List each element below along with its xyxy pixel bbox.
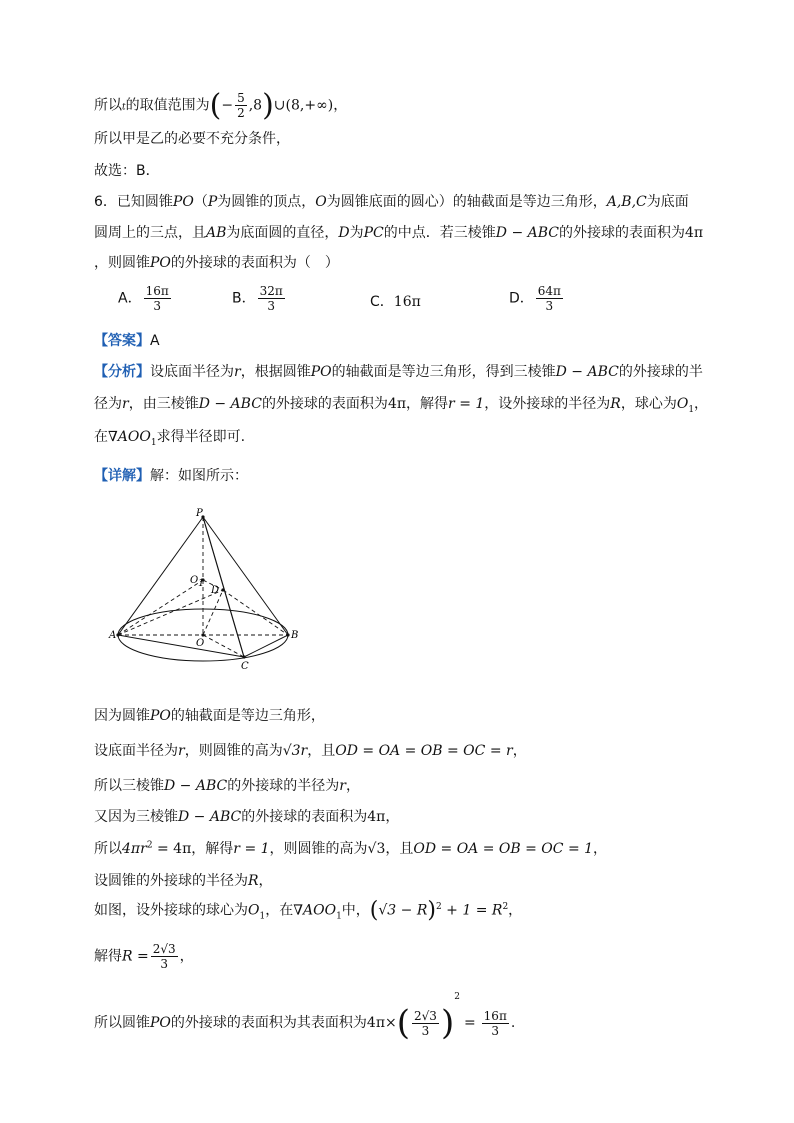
text: ，则圆锥的高为 — [184, 743, 283, 759]
detail-tag: 【详解】 — [94, 468, 150, 484]
paren: ( — [369, 898, 379, 923]
num: 5 — [237, 91, 245, 105]
sol-line9 — [94, 992, 515, 1043]
label-P: P — [196, 508, 203, 519]
var: PO — [172, 194, 194, 210]
var: r — [122, 396, 129, 412]
analysis-line2 — [94, 393, 708, 415]
subscript: 1 — [259, 911, 266, 922]
subscript: 1 — [150, 437, 157, 448]
analysis-line1 — [94, 361, 703, 381]
point-C — [242, 655, 245, 658]
q6-line3 — [94, 252, 339, 272]
var: r — [178, 743, 185, 759]
point-B — [286, 633, 289, 636]
den: 3 — [267, 299, 275, 313]
answer-tag: 【答案】 — [94, 333, 150, 349]
var: D − ABC — [178, 809, 242, 825]
edge-AC — [118, 635, 244, 657]
var: O — [248, 902, 260, 919]
subscript: 1 — [336, 911, 342, 922]
sol-line7 — [94, 898, 522, 923]
var: r — [234, 364, 241, 380]
analysis-tag: 【分析】 — [94, 364, 150, 380]
expr: R = — [122, 948, 149, 965]
var: P — [207, 194, 218, 210]
text: 6．已知圆锥 — [94, 194, 173, 210]
point-D — [221, 588, 224, 591]
den: 3 — [545, 299, 554, 313]
line-choice: 故选：B． — [94, 163, 160, 179]
text: 的中点．若三棱锥 — [383, 225, 496, 241]
var: PO — [150, 1015, 171, 1031]
point-A — [116, 633, 119, 636]
text: 在 — [94, 429, 108, 445]
var: AB — [206, 225, 227, 241]
label-O: O — [196, 638, 205, 649]
text: ，设外接球的半径为 — [484, 396, 611, 412]
den: 2 — [237, 106, 245, 120]
text: 为圆锥的顶点， — [217, 194, 316, 210]
expr: = 4π — [152, 841, 192, 857]
option-a[interactable] — [118, 284, 173, 313]
text: ， — [694, 396, 709, 412]
var: r — [339, 778, 346, 794]
option-label: C． — [370, 294, 394, 310]
text: 的外接球的表面积为其表面积为 — [170, 1015, 367, 1031]
equation: OD = OA = OB = OC = 1 — [413, 841, 594, 857]
height: √3 — [367, 841, 386, 857]
num: 16π — [483, 1008, 507, 1023]
superscript: 2 — [435, 901, 442, 912]
frac — [151, 942, 178, 971]
frac — [412, 1009, 439, 1038]
expr: √3 − R — [378, 902, 428, 919]
answer-value: A — [150, 333, 160, 349]
num: 2√3 — [152, 942, 176, 956]
paren: ) — [427, 898, 436, 923]
sol-line5 — [94, 838, 607, 858]
triangle: ∇AOO — [293, 902, 337, 919]
num: 2√3 — [414, 1008, 437, 1023]
frac — [482, 1009, 509, 1038]
equation: OD = OA = OB = OC = r — [335, 743, 513, 759]
detail-line — [94, 465, 248, 485]
text: ，在 — [265, 902, 294, 919]
text: 设底面半径为 — [150, 364, 234, 380]
text: 设圆锥的外接球的半径为 — [94, 873, 248, 889]
var: PO — [310, 364, 332, 380]
text: 圆周上的三点，且 — [94, 225, 206, 241]
value: 4π — [367, 809, 386, 825]
cone-diagram — [108, 505, 308, 677]
text: 为圆锥底面的圆心）的轴截面是等边三角形， — [326, 194, 607, 210]
paren: ) — [262, 88, 274, 123]
text: （ — [193, 194, 208, 210]
text: ，则圆锥 — [94, 255, 150, 271]
text: ， — [333, 97, 348, 114]
line-conclusion: 所以甲是乙的必要不充分条件， — [94, 131, 290, 147]
var: D − ABC — [198, 396, 262, 412]
text: 又因为三棱锥 — [94, 809, 178, 825]
text: 所以 — [94, 97, 122, 114]
text: 所以圆锥 — [94, 1015, 150, 1031]
edge-PC — [203, 517, 244, 657]
text: 如图，设外接球的球心为 — [94, 902, 248, 919]
q6-line2 — [94, 222, 703, 242]
answer-line — [94, 330, 160, 350]
num: 64π — [537, 284, 561, 298]
var: O — [676, 396, 689, 412]
text: ， — [179, 948, 194, 965]
text: ，且 — [385, 841, 414, 857]
sol-line3 — [94, 775, 360, 795]
equation: r = 1 — [233, 841, 270, 857]
frac — [235, 91, 247, 120]
height: √3r — [282, 743, 308, 759]
option-d[interactable] — [509, 284, 565, 313]
den: 3 — [153, 299, 161, 313]
option-c[interactable] — [370, 291, 421, 311]
frac — [258, 284, 285, 313]
analysis-line3 — [94, 426, 245, 448]
text: ，根据圆锥 — [240, 364, 311, 380]
var: PO — [150, 708, 171, 724]
equation: r = 1 — [448, 396, 485, 412]
text: 所以三棱锥 — [94, 778, 164, 794]
text: 的取值范围为 — [125, 97, 210, 114]
text: 的外接球的表面积为 — [241, 809, 368, 825]
option-b[interactable] — [232, 284, 287, 313]
paren: ( — [209, 88, 222, 123]
var: A,B,C — [606, 194, 647, 210]
text: 为底面 — [646, 194, 689, 210]
text: 为 — [349, 225, 364, 241]
paren: ( — [396, 1003, 411, 1043]
var: R — [610, 396, 621, 412]
den: 3 — [491, 1023, 500, 1038]
value: 4π — [685, 225, 704, 241]
expr: + 1 = R — [441, 902, 503, 919]
text: ， — [508, 902, 523, 919]
var: PO — [150, 255, 171, 271]
text: 求得半径即可. — [156, 429, 246, 445]
q6-line1 — [94, 191, 689, 211]
label-O1-sub: 1 — [198, 578, 205, 589]
text: ，由三棱锥 — [128, 396, 199, 412]
value: 16π — [393, 294, 421, 310]
den: 3 — [421, 1023, 430, 1038]
interval: (8,+∞) — [285, 97, 334, 114]
triangle: ∇AOO — [108, 429, 151, 445]
label-O1: O — [190, 575, 199, 586]
value: 4π — [387, 396, 407, 412]
text: 解：如图所示： — [150, 468, 248, 484]
union: ∪ — [273, 97, 286, 114]
text: ， — [385, 809, 400, 825]
text: 所以 — [94, 841, 122, 857]
sol-line1 — [94, 705, 325, 725]
superscript: 2 — [454, 992, 460, 1002]
superscript: 2 — [502, 901, 509, 912]
superscript: 2 — [146, 840, 153, 851]
point-O — [201, 633, 204, 636]
text: 的外接球的表面积为（ ） — [170, 255, 339, 271]
minus: − — [221, 97, 234, 114]
text: ，解得 — [406, 396, 449, 412]
interval: ,8 — [248, 97, 263, 114]
label-A: A — [109, 630, 117, 641]
sol-line2 — [94, 740, 527, 760]
text: 的外接球的半径为 — [227, 778, 340, 794]
line-range — [94, 88, 347, 123]
line-DB — [223, 590, 288, 635]
text: ，球心为 — [620, 396, 677, 412]
option-label: B． — [232, 290, 256, 307]
equals: = — [463, 1015, 476, 1031]
text: 因为圆锥 — [94, 708, 150, 724]
line-AO1 — [118, 580, 203, 635]
label-B: B — [291, 630, 299, 641]
num: 32π — [259, 284, 283, 298]
text: 为底面圆的直径， — [226, 225, 339, 241]
var: D − ABC — [164, 778, 228, 794]
subscript: 1 — [688, 404, 695, 415]
var: R — [248, 873, 259, 889]
text: ，则圆锥的高为 — [269, 841, 368, 857]
option-label: D． — [509, 290, 534, 307]
text: ， — [258, 873, 273, 889]
sol-line6 — [94, 870, 273, 890]
frac — [144, 284, 171, 313]
text: 设底面半径为 — [94, 743, 178, 759]
text: 中， — [341, 902, 370, 919]
num: 16π — [145, 284, 169, 298]
label-D: D — [211, 585, 220, 596]
edge-PB — [203, 517, 288, 635]
frac — [536, 284, 563, 313]
var: PC — [363, 225, 384, 241]
text: ， — [512, 743, 527, 759]
option-label: A． — [118, 290, 142, 307]
sol-line4 — [94, 806, 399, 826]
label-C: C — [241, 661, 249, 672]
paren: ) — [440, 1003, 455, 1043]
text: 的外接球的半 — [618, 364, 703, 380]
text: ，解得 — [191, 841, 234, 857]
expr: 4πr — [122, 841, 147, 857]
var: D − ABC — [555, 364, 619, 380]
text: ， — [345, 778, 360, 794]
den: 3 — [160, 957, 169, 971]
edge-CB — [244, 635, 288, 657]
text: ，且 — [307, 743, 336, 759]
text: 径为 — [94, 396, 122, 412]
text: . — [510, 1015, 516, 1031]
var: D — [338, 225, 350, 241]
text: 的外接球的表面积为 — [559, 225, 686, 241]
expr: 4π× — [366, 1015, 397, 1031]
text: ， — [593, 841, 608, 857]
text: 的轴截面是等边三角形， — [170, 708, 325, 724]
var: O — [315, 194, 327, 210]
sol-line8 — [94, 942, 194, 971]
text: 的轴截面是等边三角形，得到三棱锥 — [331, 364, 556, 380]
text: 解得 — [94, 948, 122, 965]
var-t: t — [122, 102, 126, 113]
cone-svg — [108, 505, 308, 677]
text: 的外接球的表面积为 — [261, 396, 388, 412]
line-OD — [203, 590, 223, 635]
var: D − ABC — [495, 225, 560, 241]
